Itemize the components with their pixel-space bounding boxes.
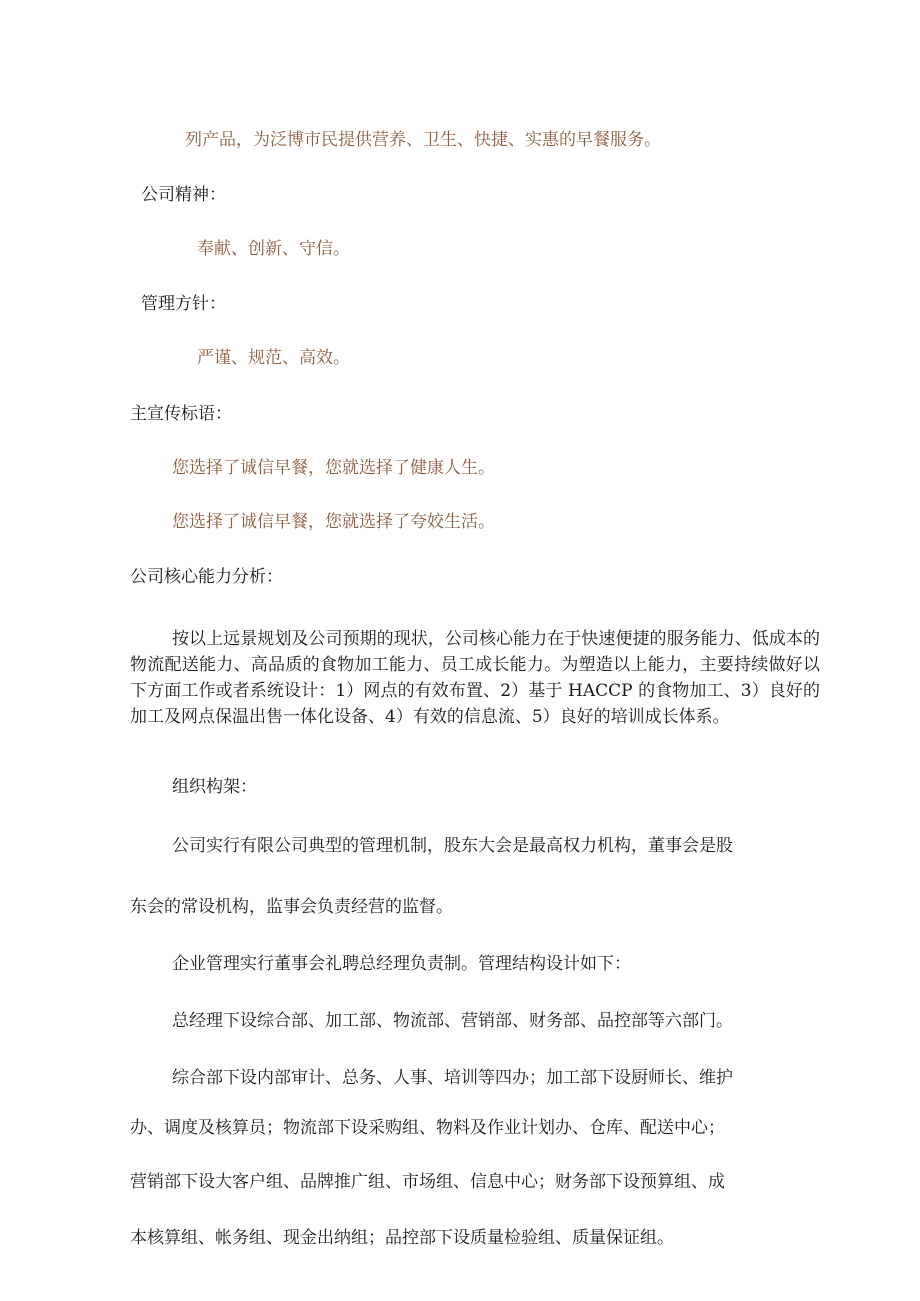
- service-tail-text: 列产品，为泛博市民提供营养、卫生、快捷、实惠的早餐服务。: [185, 130, 661, 150]
- slogan-2: 您选择了诚信早餐，您就选择了夸姣生活。: [172, 512, 495, 532]
- org-line-2: 东会的常设机构，监事会负责经营的监督。: [130, 897, 453, 917]
- gm-line: 总经理下设综合部、加工部、物流部、营销部、财务部、品控部等六部门。: [172, 1011, 733, 1031]
- slogan-1: 您选择了诚信早餐，您就选择了健康人生。: [172, 458, 495, 478]
- core-paragraph: 按以上远景规划及公司预期的现状，公司核心能力在于快速便捷的服务能力、低成本的物流配送能力、高品质的食物加工能力、员工成长能力。为塑造以上能力，主要持续做好以下方面工作或者系统设计：1）网点的有效布置、2）基于 HACCP 的食物加工、3）良好的加工及网点保温出售一体化设备、4）有效的信息流、5）良好的培训成长体系。: [130, 629, 820, 727]
- spirit-text: 奉献、创新、守信。: [197, 239, 350, 259]
- slogan-heading: 主宣传标语：: [130, 404, 232, 424]
- mgmt-line: 企业管理实行董事会礼聘总经理负责制。管理结构设计如下：: [172, 954, 631, 974]
- policy-heading: 管理方针：: [141, 294, 226, 314]
- policy-text: 严谨、规范、高效。: [197, 348, 350, 368]
- dept-line-1: 综合部下设内部审计、总务、人事、培训等四办；加工部下设厨师长、维护: [172, 1068, 733, 1088]
- dept-line-3: 营销部下设大客户组、品牌推广组、市场组、信息中心；财务部下设预算组、成: [130, 1172, 725, 1192]
- spirit-heading: 公司精神：: [141, 185, 226, 205]
- dept-line-4: 本核算组、帐务组、现金出纳组；品控部下设质量检验组、质量保证组。: [130, 1228, 674, 1248]
- org-heading: 组织构架：: [172, 777, 257, 797]
- core-heading: 公司核心能力分析：: [130, 567, 283, 587]
- org-line-1: 公司实行有限公司典型的管理机制，股东大会是最高权力机构，董事会是股: [172, 836, 733, 856]
- dept-line-2: 办、调度及核算员；物流部下设采购组、物料及作业计划办、仓库、配送中心；: [130, 1118, 725, 1138]
